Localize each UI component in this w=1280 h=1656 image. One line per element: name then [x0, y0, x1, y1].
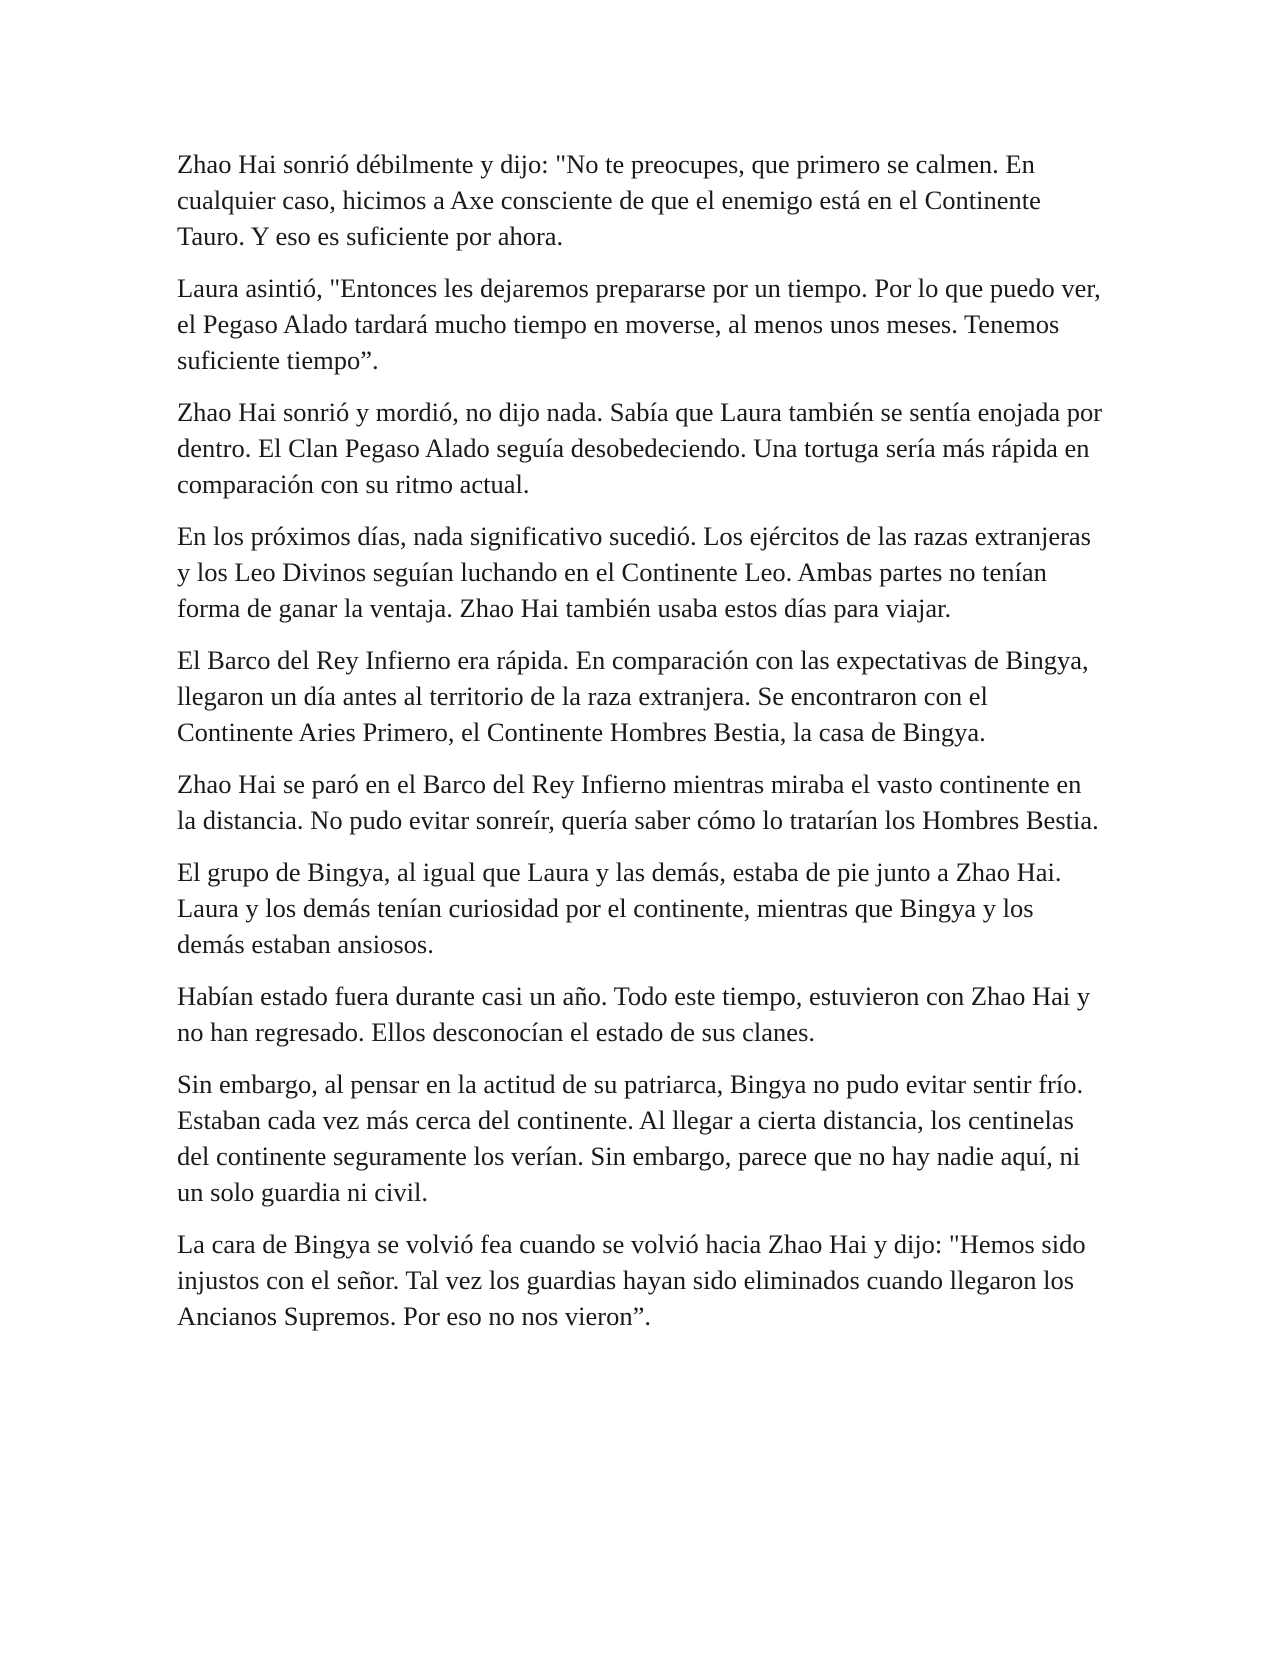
- document-body: [177, 146, 1107, 1350]
- paragraph-5: El Barco del Rey Infierno era rápida. En comparación con las expectativas de Bingya, llegaron un día antes al territorio de la raza extranjera. Se encontraron con el Continente Aries Primero, el Continente Hombres Bestia, la casa de Bingya.: [177, 645, 1089, 747]
- paragraph-1: Zhao Hai sonrió débilmente y dijo: "No te preocupes, que primero se calmen. En cualquier caso, hicimos a Axe consciente de que el enemigo está en el Continente Tauro. Y eso es suficiente por ahora.: [177, 149, 1041, 251]
- paragraph-6: Zhao Hai se paró en el Barco del Rey Infierno mientras miraba el vasto continente en la distancia. No pudo evitar sonreír, quería saber cómo lo tratarían los Hombres Bestia.: [177, 769, 1099, 835]
- paragraph-9: Sin embargo, al pensar en la actitud de su patriarca, Bingya no pudo evitar sentir frío. Estaban cada vez más cerca del continente. Al llegar a cierta distancia, los centinelas del continente seguramente los verían. Sin embargo, parece que no hay nadie aquí, ni un solo guardia ni civil.: [177, 1069, 1084, 1207]
- paragraph-10: La cara de Bingya se volvió fea cuando se volvió hacia Zhao Hai y dijo: "Hemos sido injustos con el señor. Tal vez los guardias hayan sido eliminados cuando llegaron los Ancianos Supremos. Por eso no nos vieron”.: [177, 1229, 1086, 1331]
- paragraph-7: El grupo de Bingya, al igual que Laura y las demás, estaba de pie junto a Zhao Hai. Laura y los demás tenían curiosidad por el continente, mientras que Bingya y los demás estaban ansiosos.: [177, 857, 1062, 959]
- paragraph-2: Laura asintió, "Entonces les dejaremos prepararse por un tiempo. Por lo que puedo ver, el Pegaso Alado tardará mucho tiempo en moverse, al menos unos meses. Tenemos suficiente tiempo”.: [177, 273, 1101, 375]
- paragraph-8: Habían estado fuera durante casi un año. Todo este tiempo, estuvieron con Zhao Hai y no han regresado. Ellos desconocían el estado de sus clanes.: [177, 981, 1091, 1047]
- paragraph-3: Zhao Hai sonrió y mordió, no dijo nada. Sabía que Laura también se sentía enojada por dentro. El Clan Pegaso Alado seguía desobedeciendo. Una tortuga sería más rápida en comparación con su ritmo actual.: [177, 397, 1103, 499]
- paragraph-4: En los próximos días, nada significativo sucedió. Los ejércitos de las razas extranjeras y los Leo Divinos seguían luchando en el Continente Leo. Ambas partes no tenían forma de ganar la ventaja. Zhao Hai también usaba estos días para viajar.: [177, 521, 1091, 623]
